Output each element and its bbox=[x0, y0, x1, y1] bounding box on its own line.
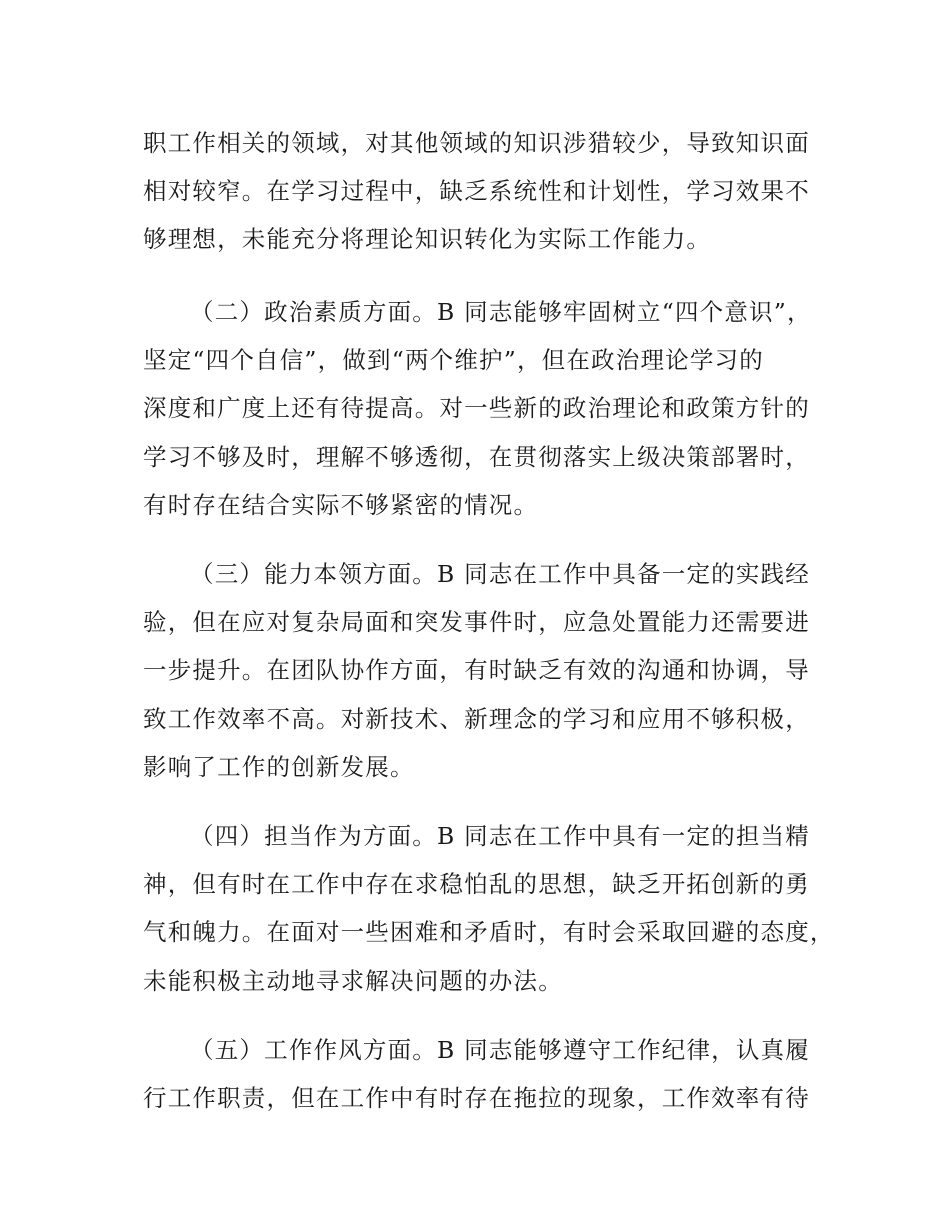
text-line: （二）政治素质方面。B 同志能够牢固树立“四个意识”， bbox=[190, 298, 812, 326]
text-line: 学习不够及时，理解不够透彻，在贯彻落实上级决策部署时， bbox=[143, 443, 810, 471]
text-line: 验，但在应对复杂局面和突发事件时，应急处置能力还需要进 bbox=[143, 608, 810, 636]
text-line: 气和魄力。在面对一些困难和矛盾时，有时会采取回避的态度， bbox=[143, 918, 835, 946]
text-line: 深度和广度上还有待提高。对一些新的政治理论和政策方针的 bbox=[143, 394, 810, 422]
text-line: 神，但有时在工作中存在求稳怕乱的思想，缺乏开拓创新的勇 bbox=[143, 870, 810, 898]
text-line: 坚定“四个自信”，做到“两个维护”，但在政治理论学习的 bbox=[143, 346, 764, 374]
text-line: （四）担当作为方面。B 同志在工作中具有一定的担当精 bbox=[190, 822, 810, 850]
text-line: 一步提升。在团队协作方面，有时缺乏有效的沟通和协调，导 bbox=[143, 656, 810, 684]
text-line: （三）能力本领方面。B 同志在工作中具备一定的实践经 bbox=[190, 560, 810, 588]
text-line: 行工作职责，但在工作中有时存在拖拉的现象，工作效率有待 bbox=[143, 1084, 810, 1112]
text-line: 相对较窄。在学习过程中，缺乏系统性和计划性，学习效果不 bbox=[143, 177, 810, 205]
text-line: 够理想，未能充分将理论知识转化为实际工作能力。 bbox=[143, 225, 712, 253]
text-line: 职工作相关的领域，对其他领域的知识涉猎较少，导致知识面 bbox=[143, 129, 810, 157]
text-line: 有时存在结合实际不够紧密的情况。 bbox=[143, 491, 539, 519]
text-line: 未能积极主动地寻求解决问题的办法。 bbox=[143, 967, 563, 995]
text-line: 致工作效率不高。对新技术、新理念的学习和应用不够积极， bbox=[143, 705, 810, 733]
text-line: 影响了工作的创新发展。 bbox=[143, 753, 415, 781]
text-line: （五）工作作风方面。B 同志能够遵守工作纪律，认真履 bbox=[190, 1036, 810, 1064]
